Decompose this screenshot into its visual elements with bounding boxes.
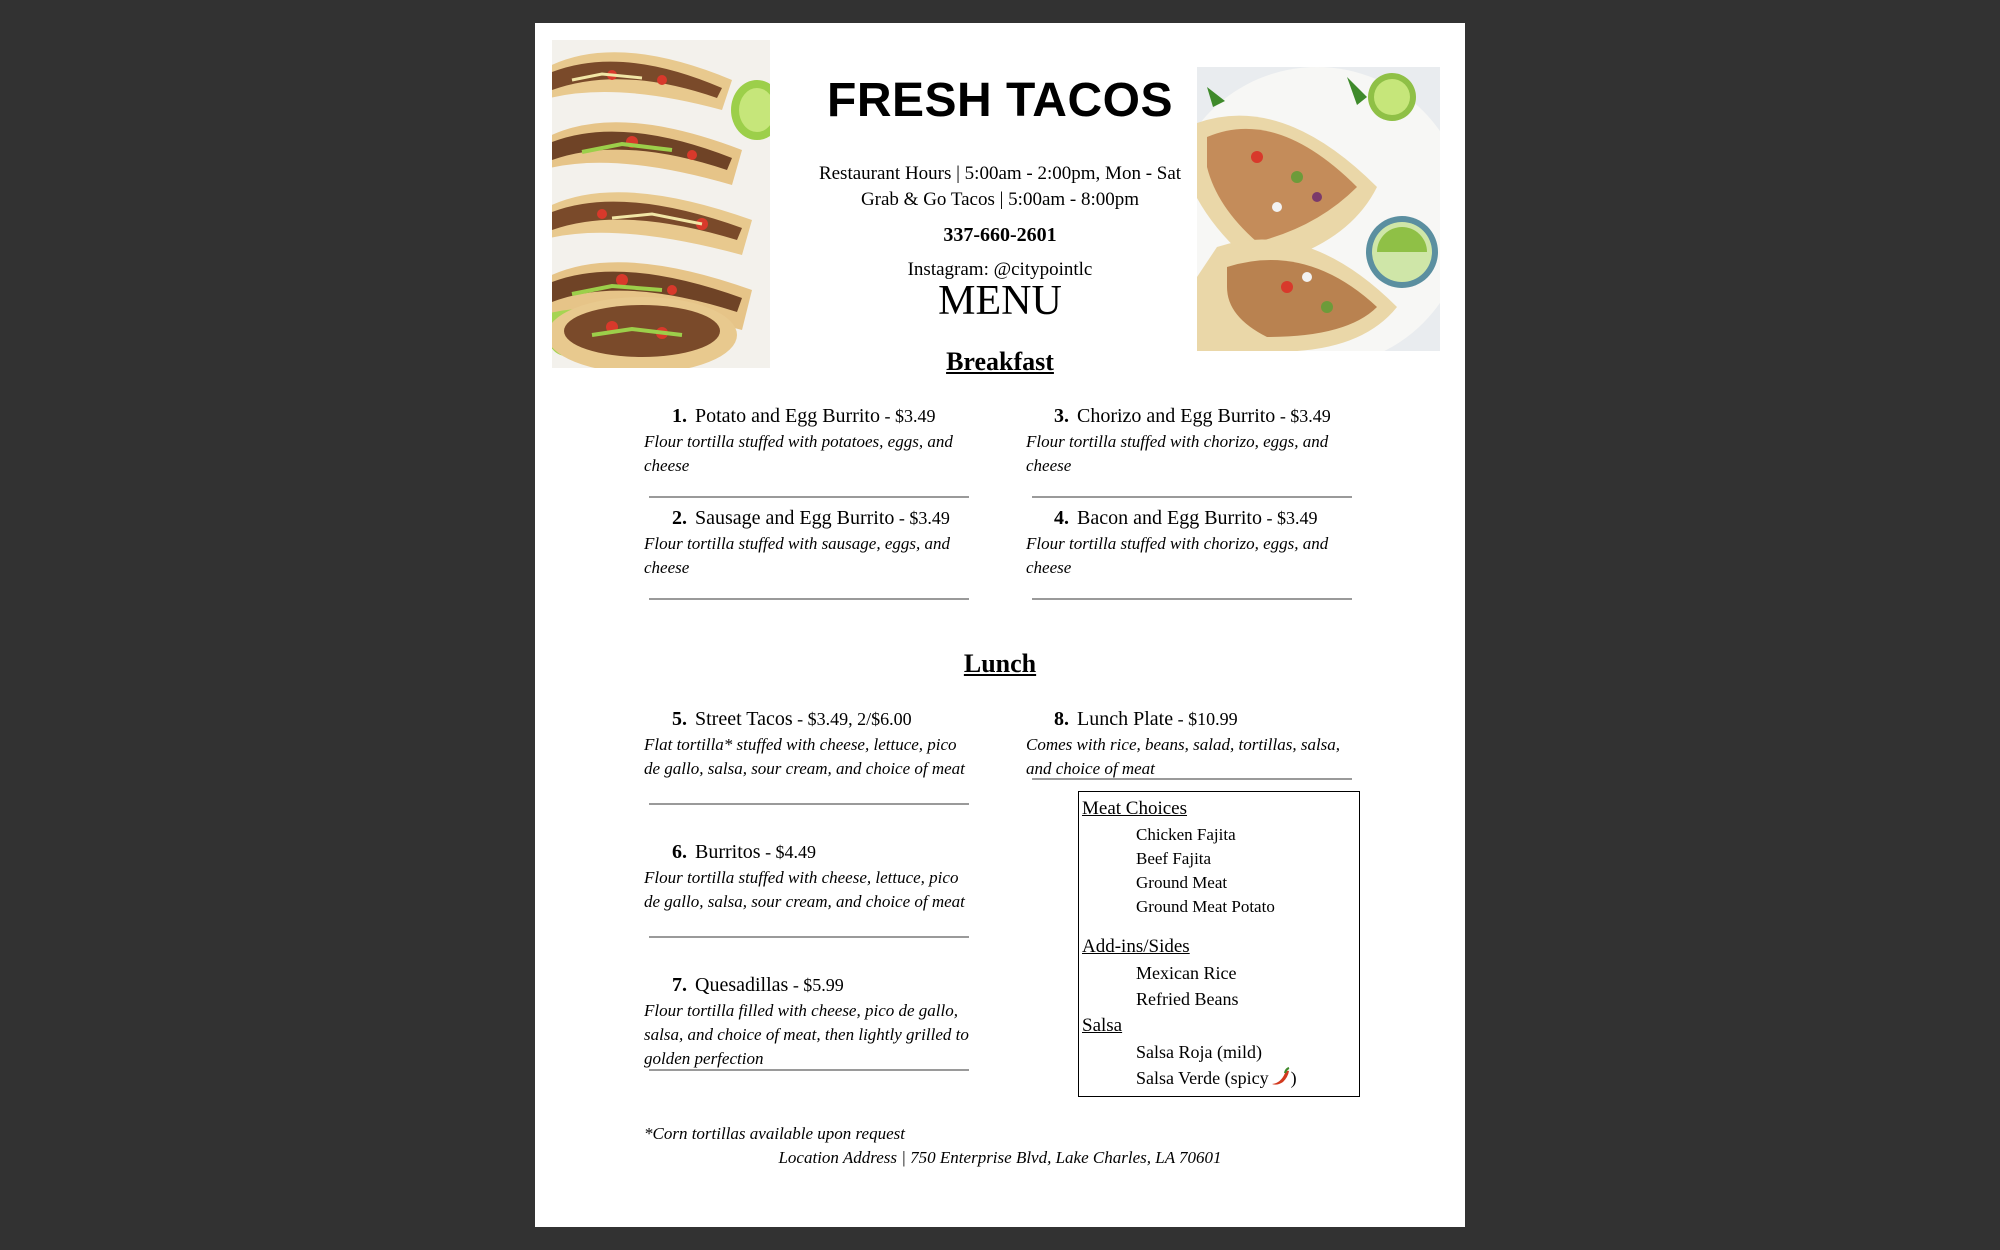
meat-choices-heading: Meat Choices xyxy=(1082,798,1188,819)
item-number: 6. xyxy=(672,841,687,863)
grab-and-go-hours: Grab & Go Tacos | 5:00am - 8:00pm xyxy=(860,189,1140,210)
item-name: Potato and Egg Burrito xyxy=(695,405,880,427)
salsa-heading: Salsa xyxy=(1082,1015,1123,1036)
phone-number: 337-660-2601 xyxy=(943,224,1057,246)
item-price: - $3.49 xyxy=(1261,508,1318,528)
item-price: - $4.49 xyxy=(760,842,817,862)
menu-item xyxy=(1026,403,1356,478)
item-price: - $3.49, 2/$6.00 xyxy=(792,709,912,729)
item-number: 8. xyxy=(1054,708,1069,730)
divider xyxy=(649,1069,969,1071)
meat-choice: Ground Meat xyxy=(1136,873,1228,892)
menu-heading: MENU xyxy=(938,278,1062,324)
addin-item: Refried Beans xyxy=(1136,989,1239,1009)
item-description: Flour tortilla stuffed with cheese, lettuce, pico de gallo, salsa, sour cream, and choice of meat xyxy=(644,868,965,911)
item-price: - $5.99 xyxy=(788,975,844,995)
menu-item xyxy=(1026,706,1356,781)
breakfast-heading: Breakfast xyxy=(946,347,1054,376)
menu-item xyxy=(644,972,974,1071)
item-number: 1. xyxy=(672,405,687,427)
menu-item xyxy=(644,403,974,478)
menu-item xyxy=(644,505,974,580)
divider xyxy=(649,936,969,938)
item-price: - $10.99 xyxy=(1173,709,1238,729)
item-number: 4. xyxy=(1054,507,1069,529)
location-address: Location Address | 750 Enterprise Blvd, Lake Charles, LA 70601 xyxy=(778,1148,1222,1167)
addin-item: Mexican Rice xyxy=(1136,963,1237,983)
item-price: - $3.49 xyxy=(894,508,950,528)
instagram-handle: Instagram: @citypointlc xyxy=(907,259,1093,280)
meat-choice: Chicken Fajita xyxy=(1136,825,1236,844)
divider xyxy=(1032,496,1352,498)
menu-item xyxy=(644,706,974,781)
item-number: 5. xyxy=(672,708,687,730)
salsa-item-label: Salsa Verde (spicy xyxy=(1136,1068,1269,1088)
restaurant-title: FRESH TACOS xyxy=(827,74,1173,127)
item-name: Street Tacos xyxy=(695,708,793,730)
menu-item xyxy=(1026,505,1356,580)
divider xyxy=(649,496,969,498)
item-name: Lunch Plate xyxy=(1077,708,1174,730)
item-description: Flat tortilla* stuffed with cheese, lettuce, pico de gallo, salsa, sour cream, and choice of meat xyxy=(644,735,965,778)
menu-page xyxy=(535,23,1465,1227)
item-description: Flour tortilla filled with cheese, pico de gallo, salsa, and choice of meat, then lightly grilled to golden perfection xyxy=(644,1001,969,1068)
item-description: Flour tortilla stuffed with chorizo, eggs, and cheese xyxy=(1026,534,1329,577)
divider xyxy=(1032,598,1352,600)
item-number: 3. xyxy=(1054,405,1069,427)
meat-choice: Beef Fajita xyxy=(1136,849,1212,868)
item-price: - $3.49 xyxy=(879,406,936,426)
item-description: Flour tortilla stuffed with potatoes, eggs, and cheese xyxy=(644,432,953,475)
divider xyxy=(649,598,969,600)
item-price: - $3.49 xyxy=(1275,406,1331,426)
item-description: Flour tortilla stuffed with chorizo, eggs, and cheese xyxy=(1026,432,1329,475)
meat-choice: Ground Meat Potato xyxy=(1136,897,1275,916)
addins-heading: Add-ins/Sides xyxy=(1082,936,1190,957)
salsa-item-close: ) xyxy=(1290,1068,1297,1088)
item-number: 7. xyxy=(672,974,687,996)
chili-pepper-icon xyxy=(1269,1067,1291,1092)
choices-box xyxy=(1078,791,1360,1097)
divider xyxy=(1032,778,1352,780)
item-name: Quesadillas xyxy=(695,974,789,996)
item-description: Flour tortilla stuffed with sausage, eggs, and cheese xyxy=(644,534,951,577)
item-name: Burritos xyxy=(695,841,761,863)
item-number: 2. xyxy=(672,507,687,529)
salsa-item: Salsa Roja (mild) xyxy=(1136,1042,1262,1062)
item-description: Comes with rice, beans, salad, tortillas, salsa, and choice of meat xyxy=(1026,735,1341,778)
item-name: Sausage and Egg Burrito xyxy=(695,507,895,529)
restaurant-hours: Restaurant Hours | 5:00am - 2:00pm, Mon - Sat xyxy=(818,163,1182,184)
corn-tortilla-note: *Corn tortillas available upon request xyxy=(644,1124,905,1143)
item-name: Chorizo and Egg Burrito xyxy=(1077,405,1276,427)
divider xyxy=(649,803,969,805)
menu-item xyxy=(644,839,974,914)
salsa-item xyxy=(1136,1067,1297,1092)
item-name: Bacon and Egg Burrito xyxy=(1077,507,1262,529)
lunch-heading: Lunch xyxy=(963,649,1037,678)
